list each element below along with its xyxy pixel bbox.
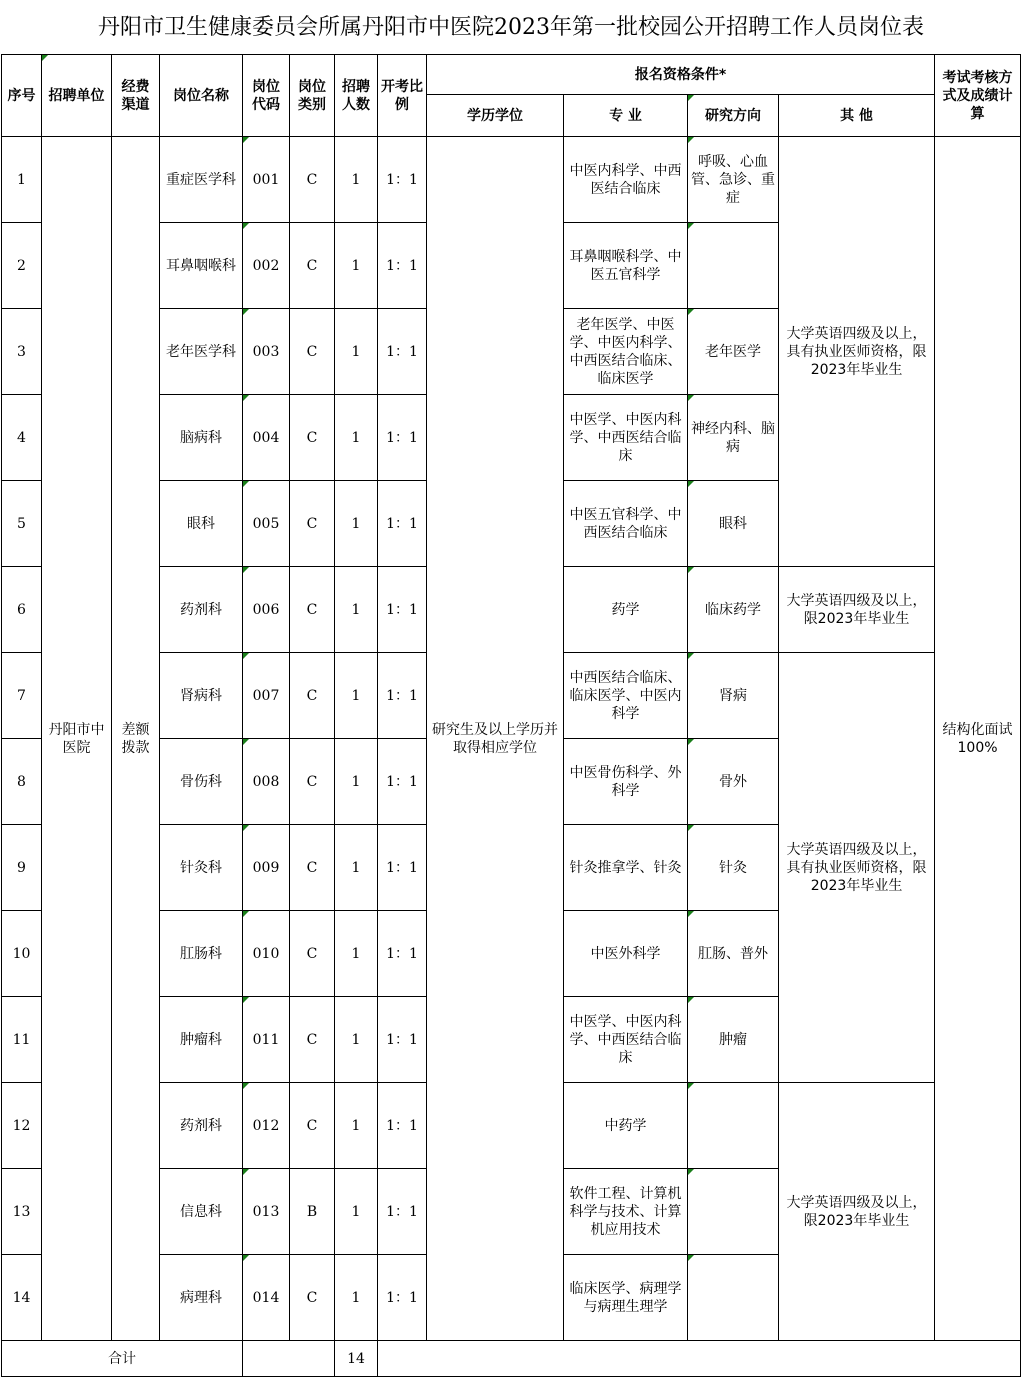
row-position-name: 老年医学科	[160, 309, 243, 395]
row-research: 临床药学	[688, 567, 779, 653]
header-funding: 经费渠道	[112, 55, 160, 137]
total-label: 合计	[2, 1341, 243, 1377]
header-exam: 考试考核方式及成绩计算	[935, 55, 1021, 137]
row-ratio: 1：1	[378, 481, 427, 567]
exam-cell: 结构化面试100%	[935, 137, 1021, 1341]
header-major: 专 业	[564, 95, 688, 137]
row-position-code: 005	[243, 481, 290, 567]
row-position-name: 眼科	[160, 481, 243, 567]
row-other: 大学英语四级及以上，具有执业医师资格，限2023年毕业生	[779, 137, 935, 567]
row-position-name: 病理科	[160, 1255, 243, 1341]
row-position-name: 针灸科	[160, 825, 243, 911]
row-major: 针灸推拿学、针灸	[564, 825, 688, 911]
row-research	[688, 223, 779, 309]
row-position-type: C	[290, 739, 335, 825]
row-ratio: 1：1	[378, 825, 427, 911]
row-position-code: 006	[243, 567, 290, 653]
unit-cell: 丹阳市中医院	[42, 137, 112, 1341]
education-cell: 研究生及以上学历并取得相应学位	[427, 137, 564, 1341]
row-research: 神经内科、脑病	[688, 395, 779, 481]
row-research	[688, 1169, 779, 1255]
row-count: 1	[335, 1255, 378, 1341]
row-position-type: C	[290, 481, 335, 567]
row-major: 中药学	[564, 1083, 688, 1169]
row-research: 肛肠、普外	[688, 911, 779, 997]
row-seq: 2	[2, 223, 42, 309]
position-table	[1, 54, 1021, 1377]
row-count: 1	[335, 1169, 378, 1255]
row-major: 中西医结合临床、临床医学、中医内科学	[564, 653, 688, 739]
row-position-name: 脑病科	[160, 395, 243, 481]
row-position-type: C	[290, 1255, 335, 1341]
table-row	[2, 137, 1021, 223]
row-position-code: 010	[243, 911, 290, 997]
row-research: 骨外	[688, 739, 779, 825]
row-ratio: 1：1	[378, 1083, 427, 1169]
page-title: 丹阳市卫生健康委员会所属丹阳市中医院2023年第一批校园公开招聘工作人员岗位表	[98, 15, 924, 40]
row-count: 1	[335, 137, 378, 223]
row-major: 中医学、中医内科学、中西医结合临床	[564, 997, 688, 1083]
row-count: 1	[335, 395, 378, 481]
row-position-code: 001	[243, 137, 290, 223]
header-ratio: 开考比例	[378, 55, 427, 137]
row-count: 1	[335, 567, 378, 653]
row-major: 中医内科学、中西医结合临床	[564, 137, 688, 223]
row-position-code: 008	[243, 739, 290, 825]
row-seq: 12	[2, 1083, 42, 1169]
row-seq: 4	[2, 395, 42, 481]
header-position-type: 岗位类别	[290, 55, 335, 137]
row-position-type: C	[290, 911, 335, 997]
row-seq: 1	[2, 137, 42, 223]
row-major: 耳鼻咽喉科学、中医五官科学	[564, 223, 688, 309]
header-count: 招聘人数	[335, 55, 378, 137]
row-ratio: 1：1	[378, 223, 427, 309]
row-ratio: 1：1	[378, 739, 427, 825]
row-seq: 7	[2, 653, 42, 739]
row-seq: 11	[2, 997, 42, 1083]
row-other: 大学英语四级及以上，限2023年毕业生	[779, 567, 935, 653]
row-position-code: 009	[243, 825, 290, 911]
row-position-type: C	[290, 567, 335, 653]
row-seq: 9	[2, 825, 42, 911]
row-position-name: 药剂科	[160, 1083, 243, 1169]
header-research: 研究方向	[688, 95, 779, 137]
row-position-code: 013	[243, 1169, 290, 1255]
row-research: 肿瘤	[688, 997, 779, 1083]
row-position-type: C	[290, 309, 335, 395]
row-position-type: C	[290, 223, 335, 309]
header-position-name: 岗位名称	[160, 55, 243, 137]
header-other: 其 他	[779, 95, 935, 137]
row-position-name: 耳鼻咽喉科	[160, 223, 243, 309]
row-major: 老年医学、中医学、中医内科学、中西医结合临床、临床医学	[564, 309, 688, 395]
row-ratio: 1：1	[378, 567, 427, 653]
row-ratio: 1：1	[378, 309, 427, 395]
header-unit: 招聘单位	[42, 55, 112, 137]
row-ratio: 1：1	[378, 1255, 427, 1341]
row-ratio: 1：1	[378, 395, 427, 481]
row-position-name: 药剂科	[160, 567, 243, 653]
row-research	[688, 1255, 779, 1341]
row-major: 中医外科学	[564, 911, 688, 997]
row-research: 肾病	[688, 653, 779, 739]
row-position-name: 肾病科	[160, 653, 243, 739]
total-empty	[243, 1341, 335, 1377]
row-seq: 14	[2, 1255, 42, 1341]
row-position-code: 007	[243, 653, 290, 739]
row-research: 呼吸、心血管、急诊、重症	[688, 137, 779, 223]
row-position-type: C	[290, 997, 335, 1083]
row-other: 大学英语四级及以上，限2023年毕业生	[779, 1083, 935, 1341]
total-row	[2, 1341, 1021, 1377]
row-seq: 13	[2, 1169, 42, 1255]
row-position-code: 014	[243, 1255, 290, 1341]
row-seq: 5	[2, 481, 42, 567]
row-ratio: 1：1	[378, 997, 427, 1083]
row-research: 眼科	[688, 481, 779, 567]
row-position-code: 011	[243, 997, 290, 1083]
total-rest	[378, 1341, 1021, 1377]
row-position-name: 肿瘤科	[160, 997, 243, 1083]
row-ratio: 1：1	[378, 911, 427, 997]
row-seq: 8	[2, 739, 42, 825]
row-position-type: C	[290, 653, 335, 739]
row-ratio: 1：1	[378, 653, 427, 739]
row-count: 1	[335, 739, 378, 825]
row-position-type: C	[290, 825, 335, 911]
row-major: 软件工程、计算机科学与技术、计算机应用技术	[564, 1169, 688, 1255]
row-count: 1	[335, 1083, 378, 1169]
row-seq: 6	[2, 567, 42, 653]
row-count: 1	[335, 223, 378, 309]
row-seq: 10	[2, 911, 42, 997]
row-count: 1	[335, 481, 378, 567]
row-position-code: 012	[243, 1083, 290, 1169]
header-seq: 序号	[2, 55, 42, 137]
row-position-name: 信息科	[160, 1169, 243, 1255]
row-major: 中医学、中医内科学、中西医结合临床	[564, 395, 688, 481]
row-position-type: B	[290, 1169, 335, 1255]
row-position-code: 002	[243, 223, 290, 309]
row-count: 1	[335, 997, 378, 1083]
header-position-code: 岗位代码	[243, 55, 290, 137]
row-seq: 3	[2, 309, 42, 395]
row-ratio: 1：1	[378, 1169, 427, 1255]
header-education: 学历学位	[427, 95, 564, 137]
row-research	[688, 1083, 779, 1169]
row-count: 1	[335, 653, 378, 739]
row-count: 1	[335, 309, 378, 395]
row-position-type: C	[290, 137, 335, 223]
header-qualification: 报名资格条件*	[427, 55, 935, 95]
row-position-type: C	[290, 1083, 335, 1169]
row-ratio: 1：1	[378, 137, 427, 223]
row-research: 老年医学	[688, 309, 779, 395]
row-position-code: 004	[243, 395, 290, 481]
funding-cell: 差额拨款	[112, 137, 160, 1341]
row-count: 1	[335, 825, 378, 911]
row-position-name: 重症医学科	[160, 137, 243, 223]
row-position-name: 骨伤科	[160, 739, 243, 825]
row-position-code: 003	[243, 309, 290, 395]
row-research: 针灸	[688, 825, 779, 911]
row-major: 中医骨伤科学、外科学	[564, 739, 688, 825]
total-count: 14	[335, 1341, 378, 1377]
row-major: 临床医学、病理学与病理生理学	[564, 1255, 688, 1341]
row-major: 药学	[564, 567, 688, 653]
row-count: 1	[335, 911, 378, 997]
row-position-type: C	[290, 395, 335, 481]
row-other: 大学英语四级及以上，具有执业医师资格，限2023年毕业生	[779, 653, 935, 1083]
row-position-name: 肛肠科	[160, 911, 243, 997]
row-major: 中医五官科学、中西医结合临床	[564, 481, 688, 567]
